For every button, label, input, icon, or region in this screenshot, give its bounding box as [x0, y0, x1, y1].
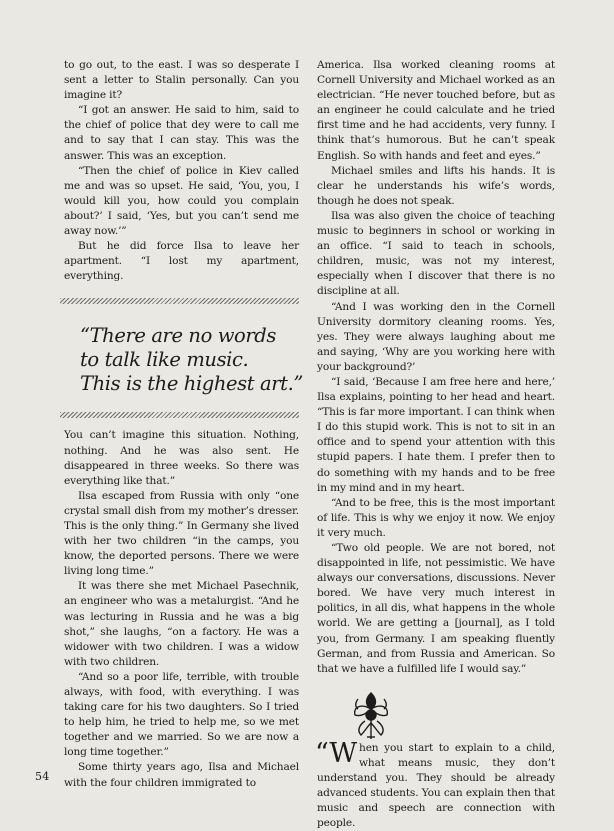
paragraph: But he did force Ilsa to leave her apartment. “I lost my apartment, everything. — [64, 240, 299, 283]
floral-ornament-icon — [349, 689, 393, 741]
paragraph: “I said, ‘Because I am free here and here,’ Ilsa explains, pointing to her head and heart. “This is far more important. I can think when I do this stupid work. This is not to sit in an office and to spend your attention with this stupid papers. I hate them. I prefer then to do something with my hands and to be free in my mind and in my heart. — [317, 375, 555, 494]
paragraph: “And to be free, this is the most important of life. This is why we enjoy it now. We enjoy it very much. — [317, 496, 555, 539]
paragraph: It was there she met Michael Pasechnik, an engineer who was a metalurgist. “And he was lecturing in Russia and he was a big shot,” she laughs, “on a factory. He was a widower with two children. I was a widow with two children. — [64, 580, 299, 668]
paragraph: “And so a poor life, terrible, with trouble always, with food, with everything. I was taking care for his two daughters. So I tried to help him, he tried to help me, so we met together and we married. So we are now a long time together.” — [64, 670, 299, 759]
paragraph: Ilsa was also given the choice of teaching music to beginners in school or working in an office. “I said to teach in schools, children, music, was not my interest, especially when I discover that there is no discipline at all. — [317, 209, 555, 298]
paragraph: Ilsa escaped from Russia with only “one crystal small dish from my mother’s dresser. This is the only thing.” In Germany she lived with her two children “in the camps, you know, the deported persons. There we were living long time.” — [64, 489, 299, 578]
paragraph: “I got an answer. He said to him, said to the chief of police that dey were to call me and to say that I can stay. This was the answer. This was an exception. — [64, 104, 299, 162]
pull-quote-line: This is the highest art.” — [80, 372, 303, 396]
page-number: 54 — [35, 770, 50, 783]
pull-quote-line: to talk like music. — [80, 348, 249, 372]
paragraph: You can’t imagine this situation. Nothing, nothing. And he was also sent. He disappeared in three weeks. So there was everything like that.” — [64, 429, 299, 487]
paragraph: “Then the chief of police in Kiev called me and was so upset. He said, ‘You, you, I would kill you, how could you complain about?’ I said, ‘Yes, but you can’t send me away now.’” — [64, 164, 299, 238]
paragraph: “And I was working den in the Cornell University dormitory cleaning rooms. Yes, yes. They were always laughing about me and saying, ‘Why are you working here with your background?’ — [317, 300, 555, 373]
paragraph — [315, 737, 555, 831]
right-column — [317, 58, 555, 831]
paragraph: Some thirty years ago, Ilsa and Michael with the four children immigrated to — [64, 761, 299, 789]
paragraph: “Two old people. We are not bored, not disappointed in life, not pessimistic. We have always our conversations, discussions. Never bored. We have very much interest in politics, in all dis, what happens in the whole world. We are getting a [journal], as I told you, from Germany. I am speaking fluently German, and from Russia and American. So that we have a fulfilled life I would say.” — [317, 542, 555, 675]
pull-quote — [62, 316, 303, 396]
paragraph: America. Ilsa worked cleaning rooms at Cornell University and Michael worked as an electrician. “He never touched before, but as an engineer he could calculate and he tried first time and he had accidents, very funny. I think that’s humorous. But he can’t speak English. So with hands and feet and eyes.” — [317, 59, 555, 162]
drop-cap: “W — [315, 737, 358, 769]
paragraph: Michael smiles and lifts his hands. It is clear he understands his wife’s words, though he does not speak. — [317, 164, 555, 207]
paragraph: to go out, to the east. I was so desperate I sent a letter to Stalin personally. Can you imagine it? — [64, 59, 299, 102]
pull-quote-line: “There are no words — [80, 324, 276, 348]
left-column — [64, 58, 303, 791]
paragraph-text: hen you start to explain to a child, what means music, they don’t understand you. They should be already advanced students. You can explain then that music and speech are connection with people. — [317, 741, 555, 830]
pull-quote-block — [62, 298, 303, 418]
